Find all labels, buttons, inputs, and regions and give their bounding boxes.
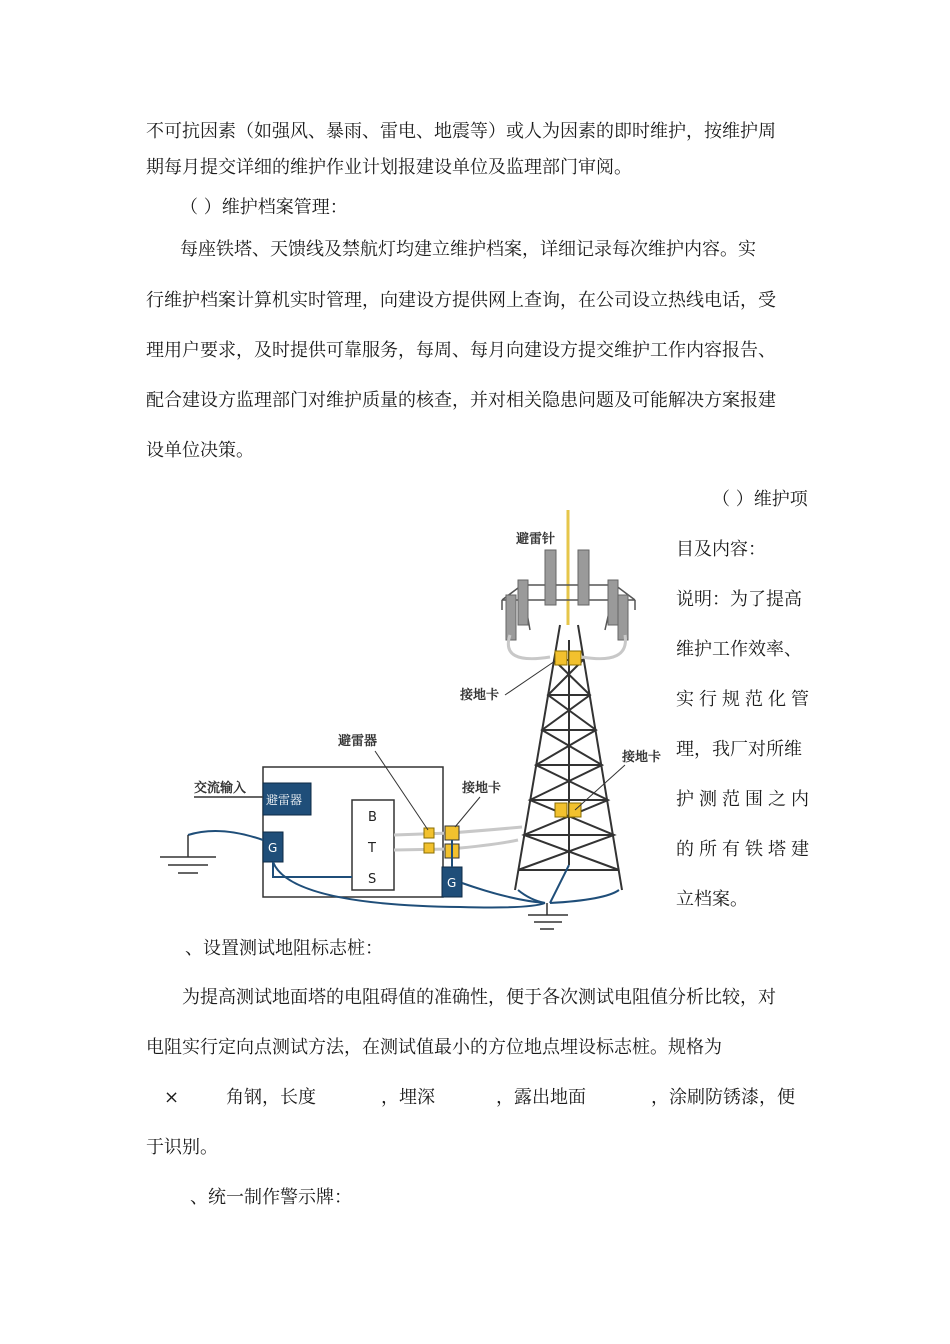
paragraph1-line2: 期每月提交详细的维护作业计划报建设单位及监理部门审阅。 xyxy=(146,157,632,178)
paragraph1-line1: 不可抗因素（如强风、暴雨、雷电、地震等）或人为因素的即时维护，按维护周 xyxy=(146,121,776,142)
paragraph3-line2: 电阻实行定向点测试方法，在测试值最小的方位地点埋设标志桩。规格为 xyxy=(146,1037,722,1058)
surge-arrester-box-label: 避雷器 xyxy=(266,793,303,807)
tower-grounding-diagram xyxy=(150,505,675,940)
heading-test-marker: 、设置测试地阻标志桩： xyxy=(185,938,383,959)
spec-depth: ，埋深 xyxy=(381,1087,435,1108)
ground-symbol-right xyxy=(528,903,568,929)
side-text-line7: 护测范围之内 xyxy=(676,789,814,810)
label-ground-clip-2: 接地卡 xyxy=(622,750,662,765)
label-ground-clip-3: 接地卡 xyxy=(462,781,502,796)
ground-clip-tower-top-2 xyxy=(569,651,581,665)
label-arrester: 避雷器 xyxy=(338,734,378,749)
arrester-clip-2 xyxy=(424,843,434,853)
spec-paint: ，涂刷防锈漆，便 xyxy=(651,1087,795,1108)
paragraph3-line4: 于识别。 xyxy=(146,1137,218,1158)
spec-times: × xyxy=(164,1087,180,1108)
side-text-line4: 维护工作效率、 xyxy=(676,639,802,660)
ground-clip-tower-mid xyxy=(555,803,567,817)
spec-angle: 角钢，长度 xyxy=(226,1087,316,1108)
ground-box-g2-label: G xyxy=(447,876,457,890)
ground-symbol-left xyxy=(160,835,216,873)
wall-ground-clip-1 xyxy=(445,826,459,840)
side-text-line2: 目及内容： xyxy=(676,539,766,560)
bts-letter-s: S xyxy=(368,872,377,887)
side-text-line9: 立档案。 xyxy=(676,889,748,910)
paragraph2-line2: 行维护档案计算机实时管理，向建设方提供网上查询，在公司设立热线电话，受 xyxy=(146,290,776,311)
ground-clip-tower-top xyxy=(555,651,567,665)
bts-letter-t: T xyxy=(368,841,376,856)
side-heading-items: （ ）维护项 xyxy=(712,489,808,510)
leader-ground-clip-1 xyxy=(505,661,555,695)
ground-box-g1-label: G xyxy=(268,841,278,855)
side-text-line3: 说明：为了提高 xyxy=(676,589,802,610)
paragraph2-line5: 设单位决策。 xyxy=(146,440,254,461)
arrester-clip-1 xyxy=(424,828,434,838)
heading-warning-sign: 、统一制作警示牌： xyxy=(190,1187,352,1208)
side-text-line5: 实行规范化管 xyxy=(676,689,814,710)
label-lightning-rod: 避雷针 xyxy=(516,532,556,547)
spec-exposed: ，露出地面 xyxy=(496,1087,586,1108)
paragraph2-line3: 理用户要求，及时提供可靠服务，每周、每月向建设方提交维护工作内容报告、 xyxy=(146,340,776,361)
leader-ground-clip-3 xyxy=(455,797,480,827)
label-ac-input: 交流输入 xyxy=(194,781,247,796)
heading-archive-management: （ ）维护档案管理： xyxy=(180,197,348,218)
paragraph3-line1: 为提高测试地面塔的电阻碍值的准确性，便于各次测试电阻值分析比较，对 xyxy=(182,987,776,1008)
label-ground-clip-1: 接地卡 xyxy=(460,688,500,703)
side-text-line8: 的所有铁塔建 xyxy=(676,839,814,860)
bts-letter-b: B xyxy=(368,810,377,825)
paragraph2-line1: 每座铁塔、天馈线及禁航灯均建立维护档案，详细记录每次维护内容。实 xyxy=(180,239,756,260)
paragraph2-line4: 配合建设方监理部门对维护质量的核查，并对相关隐患问题及可能解决方案报建 xyxy=(146,390,776,411)
side-text-line6: 理，我厂对所维 xyxy=(676,739,802,760)
